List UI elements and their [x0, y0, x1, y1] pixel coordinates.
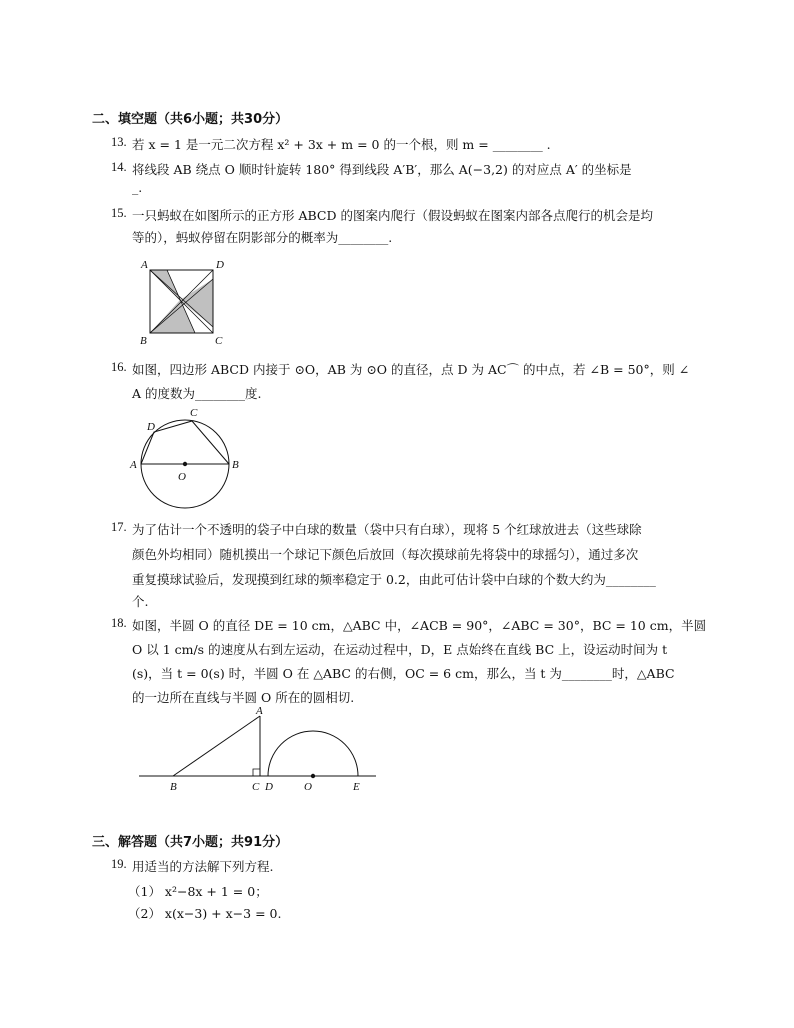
question-text: 如图，四边形 ABCD 内接于 ⊙O，AB 为 ⊙O 的直径，点 D 为 AC⌒ 的中点，若 ∠B = 50°，则 ∠: [132, 362, 690, 377]
semicircle-figure: [132, 704, 382, 798]
label-b: B: [140, 335, 147, 346]
label-a: A: [130, 459, 137, 471]
question-number: 19.: [111, 857, 127, 871]
right-angle-mark: [253, 769, 260, 776]
question-number: 14.: [111, 160, 127, 174]
question-number: 17.: [111, 520, 127, 534]
question-number: 18.: [111, 616, 127, 630]
question-text: 颜色外均相同）随机摸出一个球记下颜色后放回（每次摸球前先将袋中的球摇匀），通过多次: [132, 547, 639, 562]
question-number: 15.: [111, 206, 127, 220]
center-point: [183, 462, 187, 466]
sub-question: （2） x(x−3) + x−3 = 0.: [128, 906, 282, 921]
question-text: 若 x = 1 是一元二次方程 x² + 3x + m = 0 的一个根，则 m = ________ .: [132, 137, 551, 152]
question-text: 等的），蚂蚁停留在阴影部分的概率为________.: [132, 230, 393, 245]
label-b: B: [170, 781, 177, 793]
question-text: 用适当的方法解下列方程.: [132, 859, 274, 874]
question-text: 为了估计一个不透明的袋子中白球的数量（袋中只有白球），现将 5 个红球放进去（这些球除: [132, 522, 642, 537]
question-text: O 以 1 cm/s 的速度从右到左运动，在运动过程中，D，E 点始终在直线 BC 上，设运动时间为 t: [132, 642, 668, 657]
label-c: C: [190, 407, 198, 419]
question-text: 个.: [132, 594, 149, 609]
center-point: [311, 774, 315, 778]
label-c: C: [252, 781, 260, 793]
label-o: O: [178, 471, 186, 483]
question-number: 16.: [111, 360, 127, 374]
label-d: D: [216, 259, 224, 271]
label-d: D: [147, 421, 155, 433]
label-a: A: [141, 259, 148, 271]
question-text: 一只蚂蚁在如图所示的正方形 ABCD 的图案内爬行（假设蚂蚁在图案内部各点爬行的机会是均: [132, 208, 653, 223]
question-number: 13.: [111, 135, 127, 149]
question-text: _.: [132, 180, 143, 195]
label-e: E: [353, 781, 360, 793]
square-figure: [136, 256, 232, 346]
question-text: (s)，当 t = 0(s) 时，半圆 O 在 △ABC 的右侧，OC = 6 cm，那么，当 t 为________时，△ABC: [132, 666, 675, 681]
circle-figure: [128, 404, 248, 512]
question-text: A 的度数为________度.: [132, 386, 262, 401]
label-c: C: [215, 335, 223, 346]
semicircle-o: [268, 731, 358, 776]
section-heading-answer: 三、解答题（共7小题；共91分）: [92, 835, 289, 850]
segment-ab: [173, 716, 260, 776]
question-text: 将线段 AB 绕点 O 顺时针旋转 180° 得到线段 A′B′，那么 A(−3,2) 的对应点 A′ 的坐标是: [132, 162, 632, 177]
label-o: O: [304, 781, 312, 793]
sub-question: （1） x²−8x + 1 = 0；: [128, 884, 268, 899]
question-text: 如图，半圆 O 的直径 DE = 10 cm，△ABC 中，∠ACB = 90°，∠ABC = 30°，BC = 10 cm，半圆: [132, 618, 707, 633]
label-d: D: [265, 781, 273, 793]
question-text: 重复摸球试验后，发现摸到红球的频率稳定于 0.2，由此可估计袋中白球的个数大约为________: [132, 572, 656, 587]
label-b: B: [232, 459, 239, 471]
label-a: A: [256, 705, 263, 717]
section-heading-fill-in: 二、填空题（共6小题；共30分）: [92, 112, 289, 127]
question-text: 的一边所在直线与半圆 O 所在的圆相切.: [132, 690, 355, 705]
